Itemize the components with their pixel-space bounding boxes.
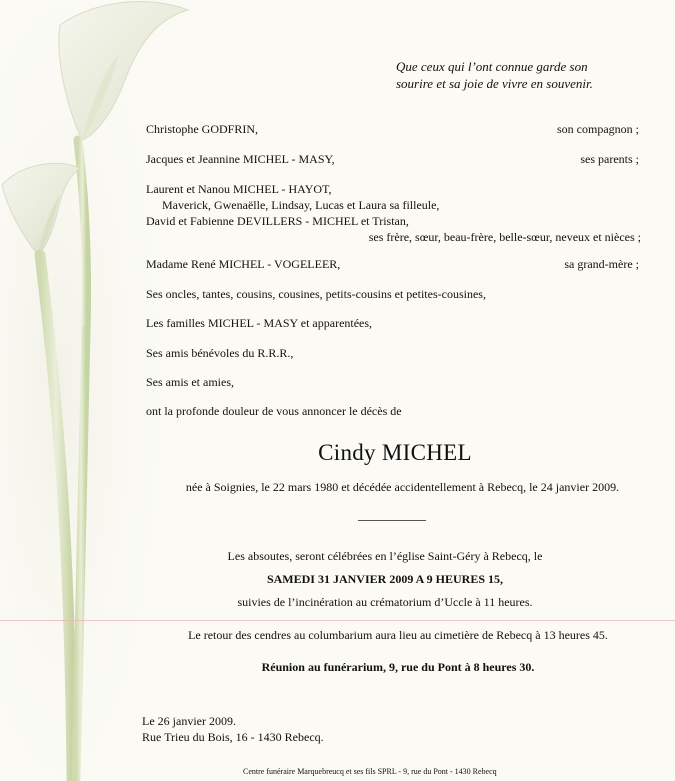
godfrin-relation: son compagnon ; (557, 122, 639, 136)
parents-relation: ses parents ; (580, 152, 639, 166)
ceremony-line-1: Les absoutes, seront célébrées en l’église Saint-Géry à Rebecq, le (227, 549, 543, 563)
ashes-line: Le retour des cendres au columbarium aura lieu au cimetière de Rebecq à 13 heures 45. (188, 628, 608, 642)
siblings-line-3: David et Fabienne DEVILLERS - MICHEL et Tristan, (146, 214, 409, 228)
friends-line: Ses amis et amies, (146, 375, 234, 389)
ceremony-date: SAMEDI 31 JANVIER 2009 A 9 HEURES 15, (266, 572, 504, 586)
volunteers-line: Ses amis bénévoles du R.R.R., (146, 346, 294, 360)
quote-line-1: Que ceux qui l’ont connue garde son (396, 59, 588, 74)
godfrin-name: Christophe GODFRIN, (146, 122, 259, 136)
grandmother-relation: sa grand-mère ; (564, 257, 639, 271)
reunion-line: Réunion au funérarium, 9, rue du Pont à 8 heures 30. (261, 660, 535, 674)
signature-block (142, 713, 324, 745)
letter-date: Le 26 janvier 2009. (142, 714, 236, 728)
grandmother-name: Madame René MICHEL - VOGELEER, (146, 257, 341, 271)
deceased-name: Cindy MICHEL (318, 440, 472, 465)
announcement-line: ont la profonde douleur de vous annoncer le décès de (146, 404, 402, 418)
family-address: Rue Trieu du Bois, 16 - 1430 Rebecq. (142, 730, 324, 744)
uncles-line: Ses oncles, tantes, cousins, cousines, petits-cousins et petites-cousines, (146, 287, 486, 301)
ceremony-line-3: suivies de l’incinération au crématorium d’Uccle à 11 heures. (237, 595, 533, 609)
fold-line (0, 620, 675, 621)
siblings-line-2: Maverick, Gwenaëlle, Lindsay, Lucas et Laura sa filleule, (162, 198, 440, 212)
siblings-block (146, 181, 641, 245)
siblings-line-1: Laurent et Nanou MICHEL - HAYOT, (146, 182, 332, 196)
families-line: Les familles MICHEL - MASY et apparentées, (146, 316, 373, 330)
parents-name: Jacques et Jeannine MICHEL - MASY, (146, 152, 335, 166)
memorial-quote (396, 58, 646, 92)
funeral-home-colophon: Centre funéraire Marquebreucq et ses fils SPRL - 9, rue du Pont - 1430 Rebecq (243, 767, 497, 776)
quote-line-2: sourire et sa joie de vivre en souvenir. (396, 76, 593, 91)
section-divider (358, 520, 426, 521)
deceased-details: née à Soignies, le 22 mars 1980 et décédée accidentellement à Rebecq, le 24 janvier 2009. (185, 480, 620, 494)
siblings-relation: ses frère, sœur, beau-frère, belle-sœur, neveux et nièces ; (368, 230, 641, 244)
